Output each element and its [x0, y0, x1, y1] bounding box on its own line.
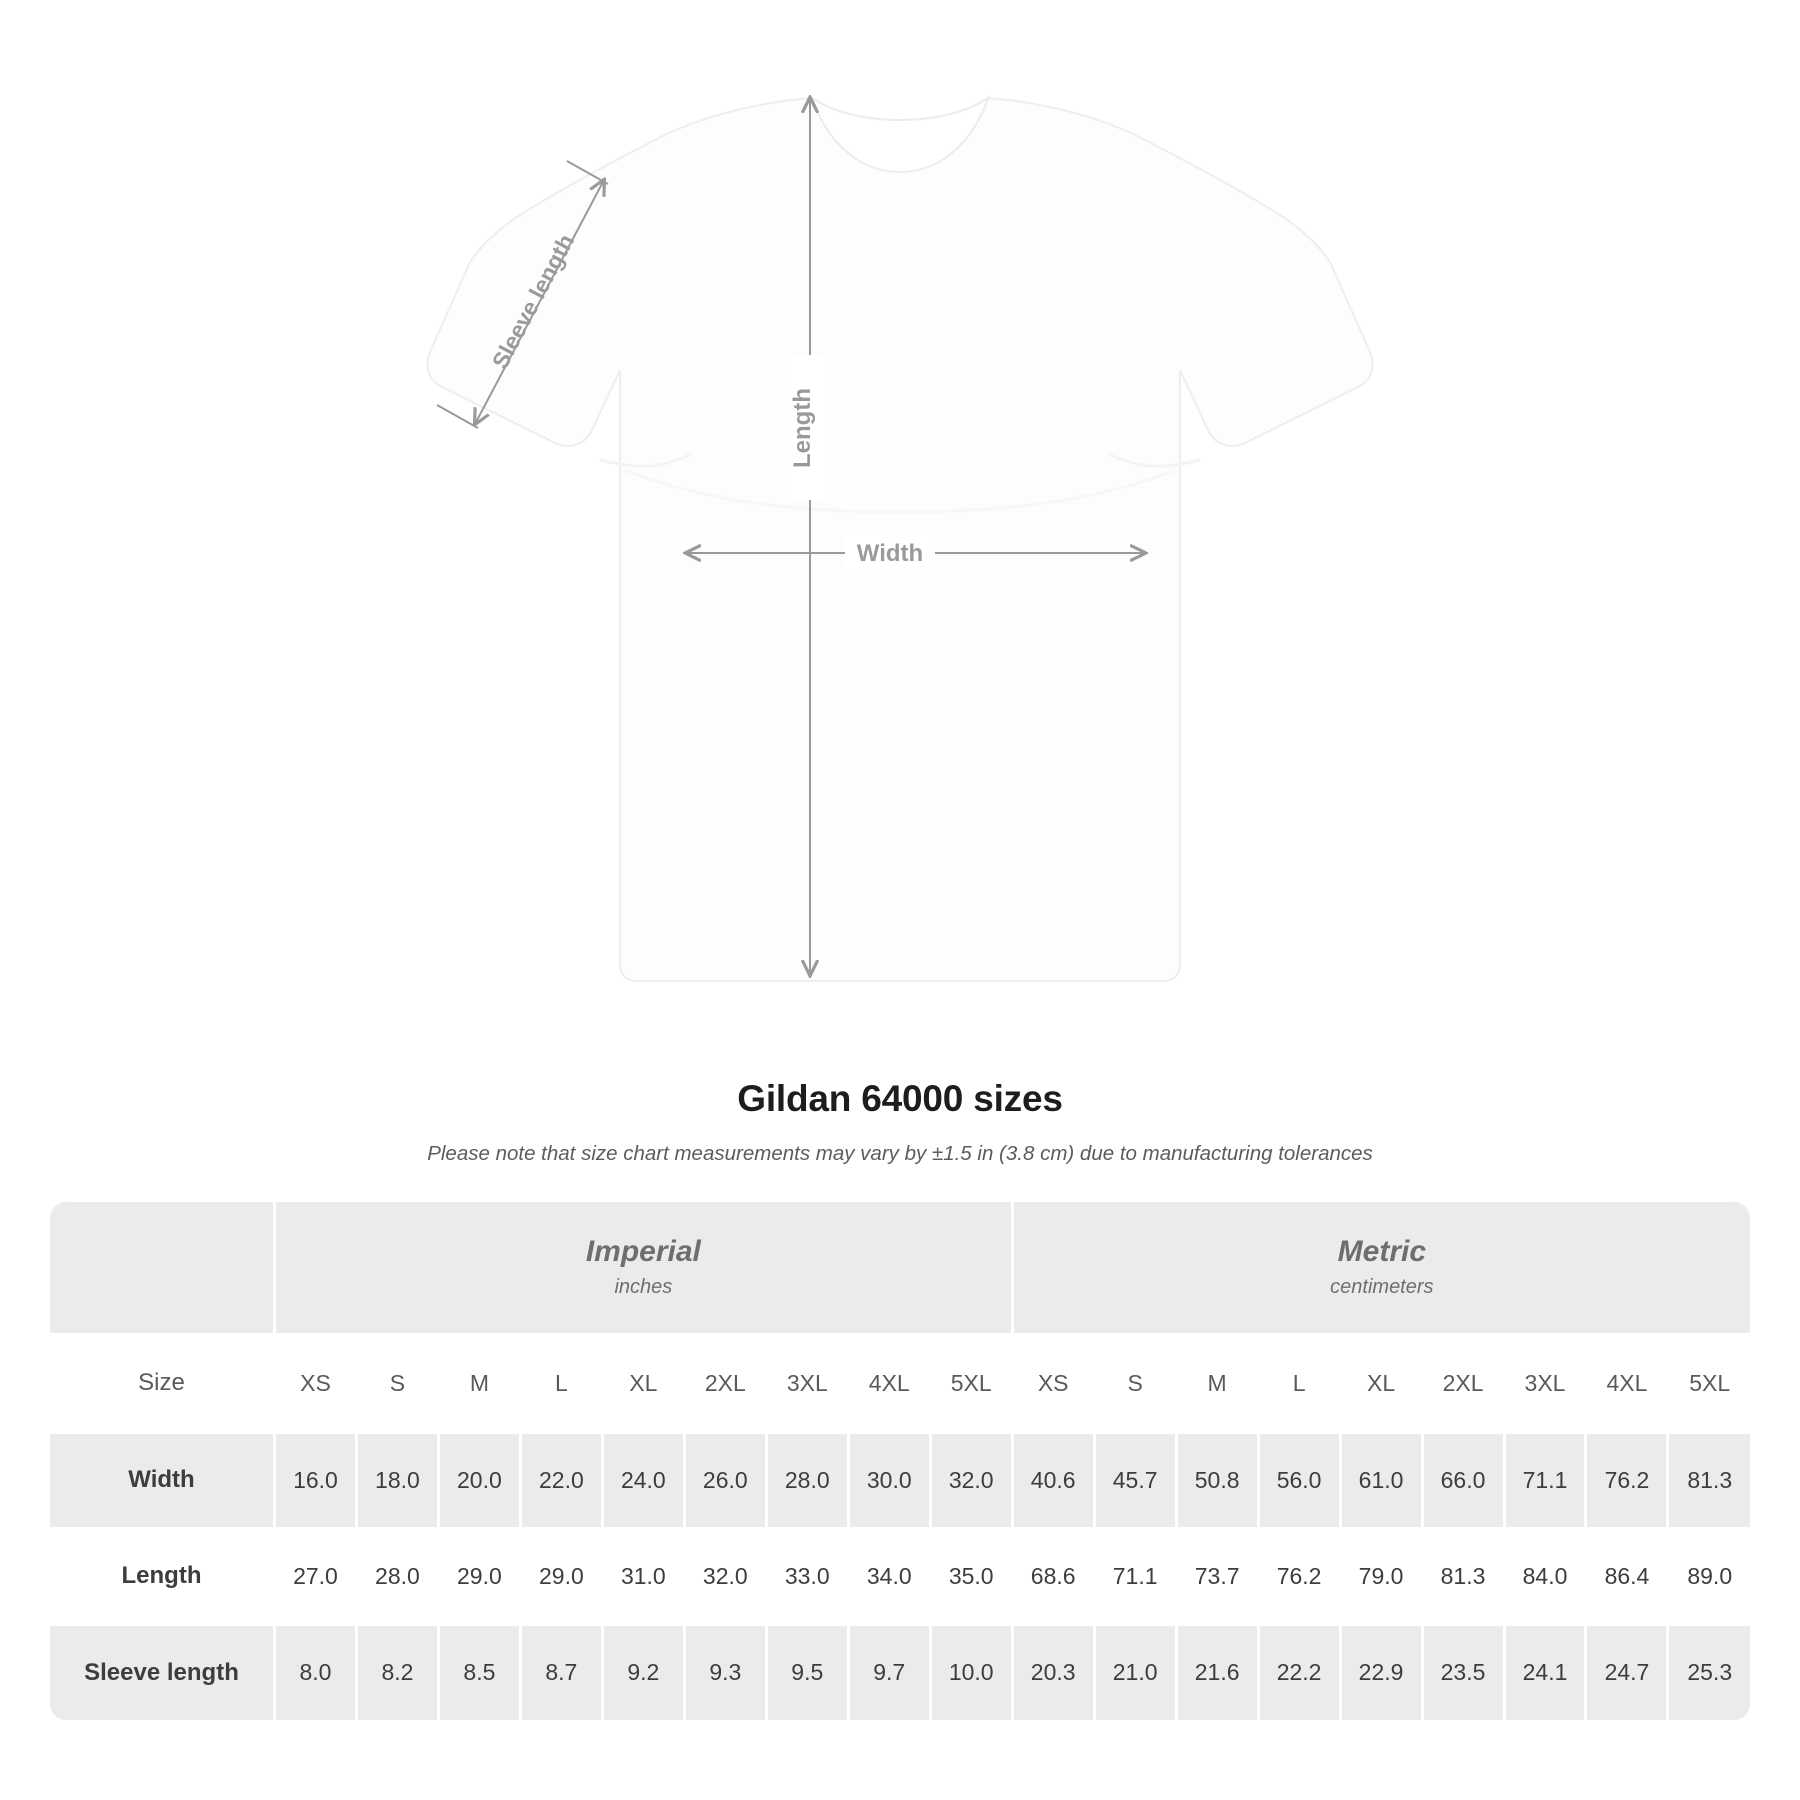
sleeve-length-label: Sleeve length — [486, 229, 580, 373]
cell-width-4: 24.0 — [602, 1432, 684, 1528]
cell-width-17: 81.3 — [1668, 1432, 1750, 1528]
cell-sleeve-3: 8.7 — [520, 1624, 602, 1720]
cell-length-10: 71.1 — [1094, 1528, 1176, 1624]
cell-length-7: 34.0 — [848, 1528, 930, 1624]
header-size-l-met: L — [1258, 1334, 1340, 1432]
row-label-width: Width — [50, 1432, 274, 1528]
cell-length-0: 27.0 — [274, 1528, 356, 1624]
unit-sub-metric: centimeters — [1330, 1276, 1434, 1299]
cell-sleeve-14: 23.5 — [1422, 1624, 1504, 1720]
header-size-xs-met: XS — [1012, 1334, 1094, 1432]
cell-width-6: 28.0 — [766, 1432, 848, 1528]
cell-width-12: 56.0 — [1258, 1432, 1340, 1528]
cell-sleeve-13: 22.9 — [1340, 1624, 1422, 1720]
row-label-length: Length — [50, 1528, 274, 1624]
cell-width-0: 16.0 — [274, 1432, 356, 1528]
cell-sleeve-8: 10.0 — [930, 1624, 1012, 1720]
table-row — [50, 1624, 1750, 1720]
length-label: Length — [789, 388, 816, 468]
header-size-2xl-imp: 2XL — [684, 1334, 766, 1432]
header-size-xs-imp: XS — [274, 1334, 356, 1432]
cell-length-9: 68.6 — [1012, 1528, 1094, 1624]
cell-sleeve-11: 21.6 — [1176, 1624, 1258, 1720]
page-title: Gildan 64000 sizes — [737, 1078, 1063, 1119]
cell-width-9: 40.6 — [1012, 1432, 1094, 1528]
cell-length-2: 29.0 — [438, 1528, 520, 1624]
tolerance-note: Please note that size chart measurements may vary by ±1.5 in (3.8 cm) due to manufacturing tolerances — [427, 1142, 1373, 1165]
cell-length-15: 84.0 — [1504, 1528, 1586, 1624]
header-size-4xl-met: 4XL — [1586, 1334, 1668, 1432]
header-size-xl-imp: XL — [602, 1334, 684, 1432]
size-header-row — [50, 1334, 1750, 1432]
unit-header-row — [50, 1202, 1750, 1334]
header-size-m-imp: M — [438, 1334, 520, 1432]
cell-length-4: 31.0 — [602, 1528, 684, 1624]
header-size-s-imp: S — [356, 1334, 438, 1432]
header-size-label: Size — [50, 1334, 274, 1432]
cell-length-6: 33.0 — [766, 1528, 848, 1624]
cell-sleeve-7: 9.7 — [848, 1624, 930, 1720]
row-label-sleeve-length: Sleeve length — [50, 1624, 274, 1720]
cell-width-2: 20.0 — [438, 1432, 520, 1528]
cell-length-11: 73.7 — [1176, 1528, 1258, 1624]
width-label: Width — [856, 540, 924, 567]
cell-width-15: 71.1 — [1504, 1432, 1586, 1528]
table-row — [50, 1432, 1750, 1528]
cell-sleeve-10: 21.0 — [1094, 1624, 1176, 1720]
cell-sleeve-2: 8.5 — [438, 1624, 520, 1720]
cell-sleeve-5: 9.3 — [684, 1624, 766, 1720]
header-size-l-imp: L — [520, 1334, 602, 1432]
cell-length-1: 28.0 — [356, 1528, 438, 1624]
unit-name-imperial: Imperial — [585, 1235, 701, 1269]
table-row — [50, 1528, 1750, 1624]
cell-sleeve-12: 22.2 — [1258, 1624, 1340, 1720]
cell-width-13: 61.0 — [1340, 1432, 1422, 1528]
unit-group-metric — [1012, 1202, 1750, 1334]
cell-sleeve-9: 20.3 — [1012, 1624, 1094, 1720]
cell-width-8: 32.0 — [930, 1432, 1012, 1528]
cell-length-12: 76.2 — [1258, 1528, 1340, 1624]
unit-spacer-cell — [50, 1202, 274, 1334]
cell-width-10: 45.7 — [1094, 1432, 1176, 1528]
header-size-4xl-imp: 4XL — [848, 1334, 930, 1432]
cell-sleeve-1: 8.2 — [356, 1624, 438, 1720]
header-size-5xl-imp: 5XL — [930, 1334, 1012, 1432]
unit-sub-imperial: inches — [614, 1276, 673, 1299]
header-size-xl-met: XL — [1340, 1334, 1422, 1432]
cell-sleeve-0: 8.0 — [274, 1624, 356, 1720]
cell-sleeve-6: 9.5 — [766, 1624, 848, 1720]
cell-width-1: 18.0 — [356, 1432, 438, 1528]
header-size-m-met: M — [1176, 1334, 1258, 1432]
cell-width-5: 26.0 — [684, 1432, 766, 1528]
cell-sleeve-16: 24.7 — [1586, 1624, 1668, 1720]
cell-width-3: 22.0 — [520, 1432, 602, 1528]
chart-heading — [0, 1078, 1800, 1166]
cell-length-13: 79.0 — [1340, 1528, 1422, 1624]
header-size-s-met: S — [1094, 1334, 1176, 1432]
cell-sleeve-17: 25.3 — [1668, 1624, 1750, 1720]
cell-length-5: 32.0 — [684, 1528, 766, 1624]
cell-length-17: 89.0 — [1668, 1528, 1750, 1624]
header-size-3xl-imp: 3XL — [766, 1334, 848, 1432]
size-table-wrapper — [50, 1202, 1750, 1720]
cell-sleeve-4: 9.2 — [602, 1624, 684, 1720]
cell-sleeve-15: 24.1 — [1504, 1624, 1586, 1720]
header-size-3xl-met: 3XL — [1504, 1334, 1586, 1432]
cell-width-11: 50.8 — [1176, 1432, 1258, 1528]
cell-length-16: 86.4 — [1586, 1528, 1668, 1624]
header-size-2xl-met: 2XL — [1422, 1334, 1504, 1432]
cell-width-16: 76.2 — [1586, 1432, 1668, 1528]
header-size-5xl-met: 5XL — [1668, 1334, 1750, 1432]
cell-width-7: 30.0 — [848, 1432, 930, 1528]
cell-length-3: 29.0 — [520, 1528, 602, 1624]
unit-group-imperial — [274, 1202, 1012, 1334]
cell-length-8: 35.0 — [930, 1528, 1012, 1624]
unit-name-metric: Metric — [1337, 1235, 1427, 1269]
cell-length-14: 81.3 — [1422, 1528, 1504, 1624]
cell-width-14: 66.0 — [1422, 1432, 1504, 1528]
size-table — [50, 1202, 1750, 1720]
